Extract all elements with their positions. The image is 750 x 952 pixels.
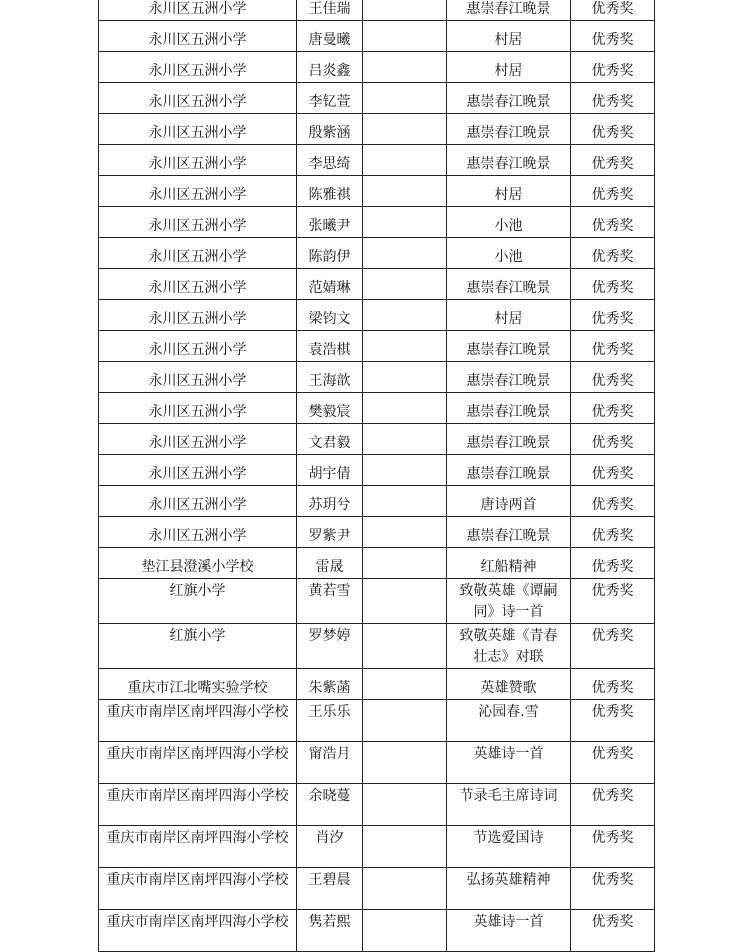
award-cell: 优秀奖: [571, 455, 655, 486]
work-cell: 沁园春.雪: [447, 700, 571, 742]
table-row: [99, 83, 655, 114]
award-table: [98, 0, 655, 952]
blank-cell: [363, 910, 447, 952]
name-cell: 张曦尹: [297, 207, 363, 238]
work-cell: 致敬英雄《青春壮志》对联: [447, 624, 571, 669]
award-cell: 优秀奖: [571, 207, 655, 238]
name-cell: 朱紫菡: [297, 669, 363, 700]
school-cell: 永川区五洲小学: [99, 362, 297, 393]
name-cell: 范婧琳: [297, 269, 363, 300]
school-cell: 永川区五洲小学: [99, 0, 297, 21]
blank-cell: [363, 548, 447, 579]
school-cell: 重庆市南岸区南坪四海小学校: [99, 700, 297, 742]
name-cell: 王碧晨: [297, 868, 363, 910]
name-cell: 陈雅祺: [297, 176, 363, 207]
school-cell: 垫江县澄溪小学校: [99, 548, 297, 579]
blank-cell: [363, 455, 447, 486]
school-cell: 永川区五洲小学: [99, 52, 297, 83]
table-row: [99, 784, 655, 826]
table-row: [99, 0, 655, 21]
work-cell: 村居: [447, 176, 571, 207]
blank-cell: [363, 669, 447, 700]
work-cell: 惠崇春江晚景: [447, 393, 571, 424]
award-cell: 优秀奖: [571, 579, 655, 624]
award-cell: 优秀奖: [571, 362, 655, 393]
name-cell: 殷紫涵: [297, 114, 363, 145]
table-row: [99, 517, 655, 548]
table-row: [99, 868, 655, 910]
table-row: [99, 669, 655, 700]
name-cell: 文君毅: [297, 424, 363, 455]
school-cell: 永川区五洲小学: [99, 455, 297, 486]
award-cell: 优秀奖: [571, 669, 655, 700]
name-cell: 余晓蔓: [297, 784, 363, 826]
work-cell: 弘扬英雄精神: [447, 868, 571, 910]
work-cell: 红船精神: [447, 548, 571, 579]
table-row: [99, 21, 655, 52]
work-cell: 村居: [447, 52, 571, 83]
award-cell: 优秀奖: [571, 269, 655, 300]
award-cell: 优秀奖: [571, 742, 655, 784]
blank-cell: [363, 300, 447, 331]
name-cell: 王乐乐: [297, 700, 363, 742]
work-cell: 节录毛主席诗词: [447, 784, 571, 826]
table-row: [99, 52, 655, 83]
award-cell: 优秀奖: [571, 826, 655, 868]
work-cell: 惠崇春江晚景: [447, 83, 571, 114]
award-cell: 优秀奖: [571, 52, 655, 83]
blank-cell: [363, 238, 447, 269]
award-cell: 优秀奖: [571, 486, 655, 517]
work-cell: 唐诗两首: [447, 486, 571, 517]
award-table-body: [99, 0, 655, 952]
table-row: [99, 700, 655, 742]
name-cell: 胡宇倩: [297, 455, 363, 486]
award-cell: 优秀奖: [571, 83, 655, 114]
work-cell: 惠崇春江晚景: [447, 331, 571, 362]
work-cell: 英雄赞歌: [447, 669, 571, 700]
school-cell: 重庆市南岸区南坪四海小学校: [99, 868, 297, 910]
school-cell: 永川区五洲小学: [99, 300, 297, 331]
award-cell: 优秀奖: [571, 424, 655, 455]
name-cell: 李思绮: [297, 145, 363, 176]
name-cell: 罗紫尹: [297, 517, 363, 548]
school-cell: 红旗小学: [99, 624, 297, 669]
school-cell: 永川区五洲小学: [99, 145, 297, 176]
blank-cell: [363, 114, 447, 145]
blank-cell: [363, 826, 447, 868]
name-cell: 李钇萱: [297, 83, 363, 114]
school-cell: 永川区五洲小学: [99, 393, 297, 424]
name-cell: 隽若熙: [297, 910, 363, 952]
school-cell: 重庆市南岸区南坪四海小学校: [99, 784, 297, 826]
school-cell: 永川区五洲小学: [99, 424, 297, 455]
school-cell: 永川区五洲小学: [99, 21, 297, 52]
work-cell: 英雄诗一首: [447, 910, 571, 952]
table-row: [99, 145, 655, 176]
blank-cell: [363, 700, 447, 742]
blank-cell: [363, 145, 447, 176]
name-cell: 袁浩棋: [297, 331, 363, 362]
work-cell: 惠崇春江晚景: [447, 0, 571, 21]
work-cell: 小池: [447, 207, 571, 238]
table-row: [99, 424, 655, 455]
school-cell: 重庆市南岸区南坪四海小学校: [99, 910, 297, 952]
table-row: [99, 910, 655, 952]
school-cell: 永川区五洲小学: [99, 269, 297, 300]
table-row: [99, 114, 655, 145]
blank-cell: [363, 624, 447, 669]
award-cell: 优秀奖: [571, 868, 655, 910]
blank-cell: [363, 486, 447, 517]
work-cell: 村居: [447, 21, 571, 52]
name-cell: 肖汐: [297, 826, 363, 868]
school-cell: 重庆市南岸区南坪四海小学校: [99, 826, 297, 868]
name-cell: 梁钧文: [297, 300, 363, 331]
award-cell: 优秀奖: [571, 910, 655, 952]
table-row: [99, 624, 655, 669]
work-cell: 惠崇春江晚景: [447, 362, 571, 393]
blank-cell: [363, 21, 447, 52]
school-cell: 红旗小学: [99, 579, 297, 624]
name-cell: 罗梦婷: [297, 624, 363, 669]
name-cell: 吕炎鑫: [297, 52, 363, 83]
school-cell: 永川区五洲小学: [99, 238, 297, 269]
name-cell: 陈韵伊: [297, 238, 363, 269]
blank-cell: [363, 83, 447, 114]
table-row: [99, 300, 655, 331]
name-cell: 雷晟: [297, 548, 363, 579]
blank-cell: [363, 362, 447, 393]
school-cell: 重庆市南岸区南坪四海小学校: [99, 742, 297, 784]
work-cell: 惠崇春江晚景: [447, 114, 571, 145]
school-cell: 永川区五洲小学: [99, 207, 297, 238]
school-cell: 永川区五洲小学: [99, 83, 297, 114]
name-cell: 黄若雪: [297, 579, 363, 624]
award-cell: 优秀奖: [571, 700, 655, 742]
award-cell: 优秀奖: [571, 114, 655, 145]
award-cell: 优秀奖: [571, 145, 655, 176]
table-row: [99, 393, 655, 424]
blank-cell: [363, 742, 447, 784]
school-cell: 永川区五洲小学: [99, 176, 297, 207]
award-cell: 优秀奖: [571, 176, 655, 207]
work-cell: 小池: [447, 238, 571, 269]
table-row: [99, 238, 655, 269]
table-row: [99, 486, 655, 517]
name-cell: 王海歆: [297, 362, 363, 393]
name-cell: 樊毅宸: [297, 393, 363, 424]
work-cell: 英雄诗一首: [447, 742, 571, 784]
school-cell: 重庆市江北嘴实验学校: [99, 669, 297, 700]
blank-cell: [363, 52, 447, 83]
work-cell: 致敬英雄《谭嗣同》诗一首: [447, 579, 571, 624]
table-row: [99, 331, 655, 362]
name-cell: 唐曼曦: [297, 21, 363, 52]
table-row: [99, 548, 655, 579]
blank-cell: [363, 393, 447, 424]
award-list-sheet: [98, 0, 654, 952]
table-row: [99, 826, 655, 868]
blank-cell: [363, 579, 447, 624]
table-row: [99, 207, 655, 238]
work-cell: 节选爱国诗: [447, 826, 571, 868]
table-row: [99, 269, 655, 300]
work-cell: 惠崇春江晚景: [447, 269, 571, 300]
blank-cell: [363, 331, 447, 362]
blank-cell: [363, 517, 447, 548]
award-cell: 优秀奖: [571, 393, 655, 424]
award-cell: 优秀奖: [571, 300, 655, 331]
work-cell: 惠崇春江晚景: [447, 145, 571, 176]
work-cell: 惠崇春江晚景: [447, 424, 571, 455]
table-row: [99, 455, 655, 486]
award-cell: 优秀奖: [571, 331, 655, 362]
blank-cell: [363, 207, 447, 238]
blank-cell: [363, 0, 447, 21]
table-row: [99, 742, 655, 784]
work-cell: 村居: [447, 300, 571, 331]
blank-cell: [363, 176, 447, 207]
award-cell: 优秀奖: [571, 0, 655, 21]
name-cell: 甯浩月: [297, 742, 363, 784]
table-row: [99, 362, 655, 393]
blank-cell: [363, 784, 447, 826]
school-cell: 永川区五洲小学: [99, 114, 297, 145]
blank-cell: [363, 424, 447, 455]
blank-cell: [363, 868, 447, 910]
award-cell: 优秀奖: [571, 548, 655, 579]
school-cell: 永川区五洲小学: [99, 331, 297, 362]
work-cell: 惠崇春江晚景: [447, 517, 571, 548]
name-cell: 王佳瑞: [297, 0, 363, 21]
table-row: [99, 579, 655, 624]
award-cell: 优秀奖: [571, 784, 655, 826]
award-cell: 优秀奖: [571, 517, 655, 548]
award-cell: 优秀奖: [571, 21, 655, 52]
school-cell: 永川区五洲小学: [99, 517, 297, 548]
name-cell: 苏玥兮: [297, 486, 363, 517]
award-cell: 优秀奖: [571, 624, 655, 669]
award-cell: 优秀奖: [571, 238, 655, 269]
blank-cell: [363, 269, 447, 300]
school-cell: 永川区五洲小学: [99, 486, 297, 517]
work-cell: 惠崇春江晚景: [447, 455, 571, 486]
table-row: [99, 176, 655, 207]
